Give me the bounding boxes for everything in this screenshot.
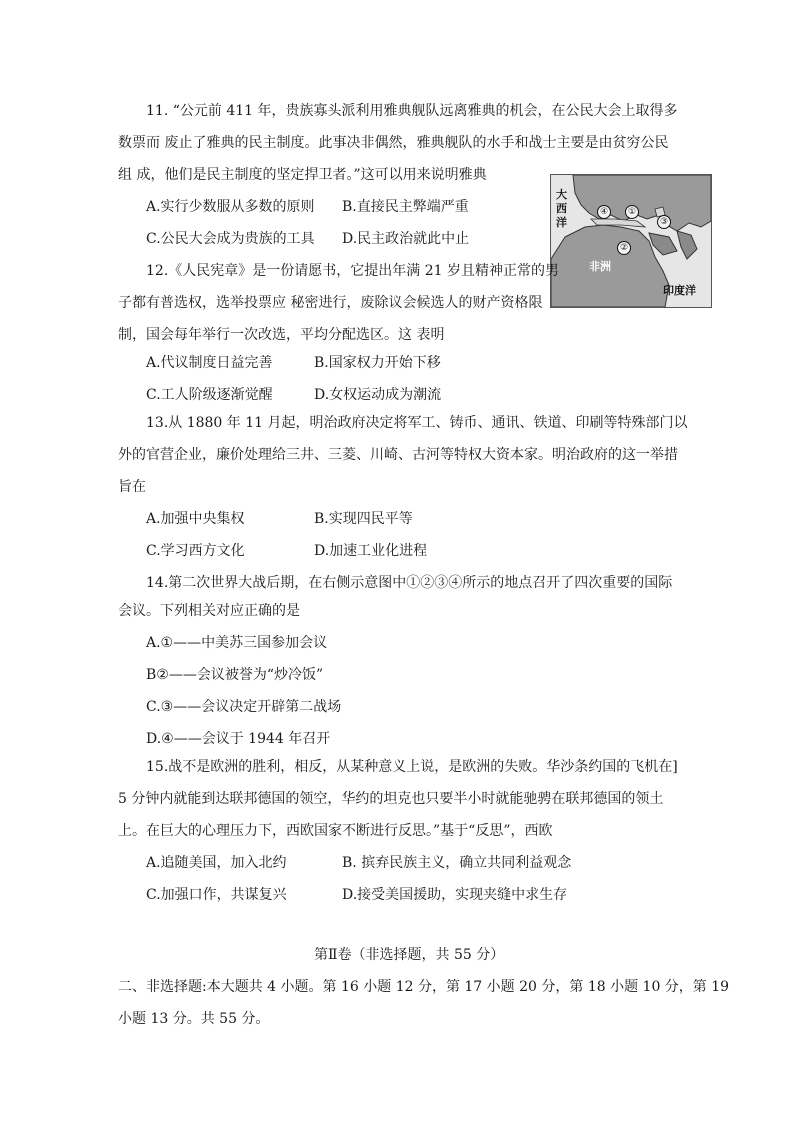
- question-13-option-d: D.加速工业化进程: [314, 543, 428, 559]
- map-label-atlantic-2: 西: [556, 202, 567, 215]
- question-13-option-c: C.学习西方文化: [146, 543, 245, 559]
- question-14-line-2: 会议。下列相关对应正确的是: [118, 603, 300, 619]
- question-13-line-1: 13.从 1880 年 11 月起，明治政府决定将军工、铸币、通讯、铁道、印刷等特殊部门以: [146, 415, 688, 431]
- map-label-africa: 非洲: [589, 260, 611, 273]
- section-2-line-1: 二、非选择题:本大题共 4 小题。第 16 小题 12 分，第 17 小题 20 分，第 18 小题 10 分，第 19: [118, 979, 730, 995]
- question-14-option-b: B②——会议被誉为“炒冷饭”: [146, 667, 324, 683]
- question-15-line-3: 上。在巨大的心理压力下，西欧国家不断进行反思。”基于“反思”，西欧: [118, 823, 553, 839]
- map-marker-1: ①: [625, 205, 639, 219]
- question-13-line-3: 旨在: [118, 479, 146, 495]
- question-11-line-3: 组 成，他们是民主制度的坚定捍卫者。”这可以用来说明雅典: [118, 167, 487, 183]
- question-15-line-1: 15.战不是欧洲的胜利，相反，从某种意义上说，是欧洲的失败。华沙条约国的飞机在]: [146, 759, 678, 775]
- question-14-option-c: C.③——会议决定开辟第二战场: [146, 699, 342, 715]
- question-13-option-b: B.实现四民平等: [314, 511, 413, 527]
- map-marker-4: ④: [597, 205, 611, 219]
- question-13-option-a: A.加强中央集权: [146, 511, 245, 527]
- section-2-line-2: 小题 13 分。共 55 分。: [118, 1011, 270, 1027]
- question-12-line-2: 子都有普选权，选举投票应 秘密进行，废除议会候选人的财产资格限: [118, 295, 543, 311]
- question-15-option-c: C.加强口作，共谋复兴: [146, 887, 287, 903]
- question-11-option-d: D.民主政治就此中止: [342, 231, 470, 247]
- question-14-option-a: A.①——中美苏三国参加会议: [146, 635, 328, 651]
- question-15-option-d: D.接受美国援助，实现夹缝中求生存: [342, 887, 568, 903]
- question-12-option-c: C.工人阶级逐渐觉醒: [146, 387, 273, 403]
- map-marker-3: ③: [657, 215, 671, 229]
- question-14-line-1: 14.第二次世界大战后期，在右侧示意图中①②③④所示的地点召开了四次重要的国际: [146, 575, 673, 591]
- map-label-atlantic-1: 大: [556, 188, 567, 201]
- question-12-option-a: A.代议制度日益完善: [146, 355, 273, 371]
- question-11-option-a: A.实行少数服从多数的原则: [146, 199, 315, 215]
- map-marker-2: ②: [617, 241, 631, 255]
- map-label-indian-ocean: 印度洋: [663, 284, 696, 297]
- question-12-option-d: D.女权运动成为潮流: [314, 387, 442, 403]
- question-12-line-3: 制，国会每年举行一次改选，平均分配选区。这 表明: [118, 327, 445, 343]
- question-13-line-2: 外的官营企业，廉价处理给三井、三菱、川崎、古河等特权大资本家。明治政府的这一举措: [118, 447, 678, 463]
- question-15-option-b: B. 摈弃民族主义，确立共同利益观念: [342, 855, 572, 871]
- question-11-option-c: C.公民大会成为贵族的工具: [146, 231, 315, 247]
- question-12-option-b: B.国家权力开始下移: [314, 355, 441, 371]
- question-11-line-2: 数票而 废止了雅典的民主制度。此事决非偶然，雅典舰队的水手和战士主要是由贫穷公民: [118, 135, 669, 151]
- question-11-option-b: B.直接民主弊端严重: [342, 199, 469, 215]
- section-2-title: 第Ⅱ卷（非选择题，共 55 分）: [314, 947, 505, 963]
- world-map-figure: [550, 174, 712, 308]
- question-14-option-d: D.④——会议于 1944 年召开: [146, 731, 331, 747]
- question-15-line-2: 5 分钟内就能到达联邦德国的领空，华约的坦克也只要半小时就能驰骋在联邦德国的领土: [118, 791, 664, 807]
- question-15-option-a: A.追随美国，加入北约: [146, 855, 287, 871]
- question-12-line-1: 12.《人民宪章》是一份请愿书，它提出年满 21 岁且精神正常的男: [146, 263, 559, 279]
- question-11-line-1: 11. “公元前 411 年，贵族寡头派利用雅典舰队远离雅典的机会，在公民大会上取得多: [146, 103, 678, 119]
- map-label-atlantic-3: 洋: [556, 216, 567, 229]
